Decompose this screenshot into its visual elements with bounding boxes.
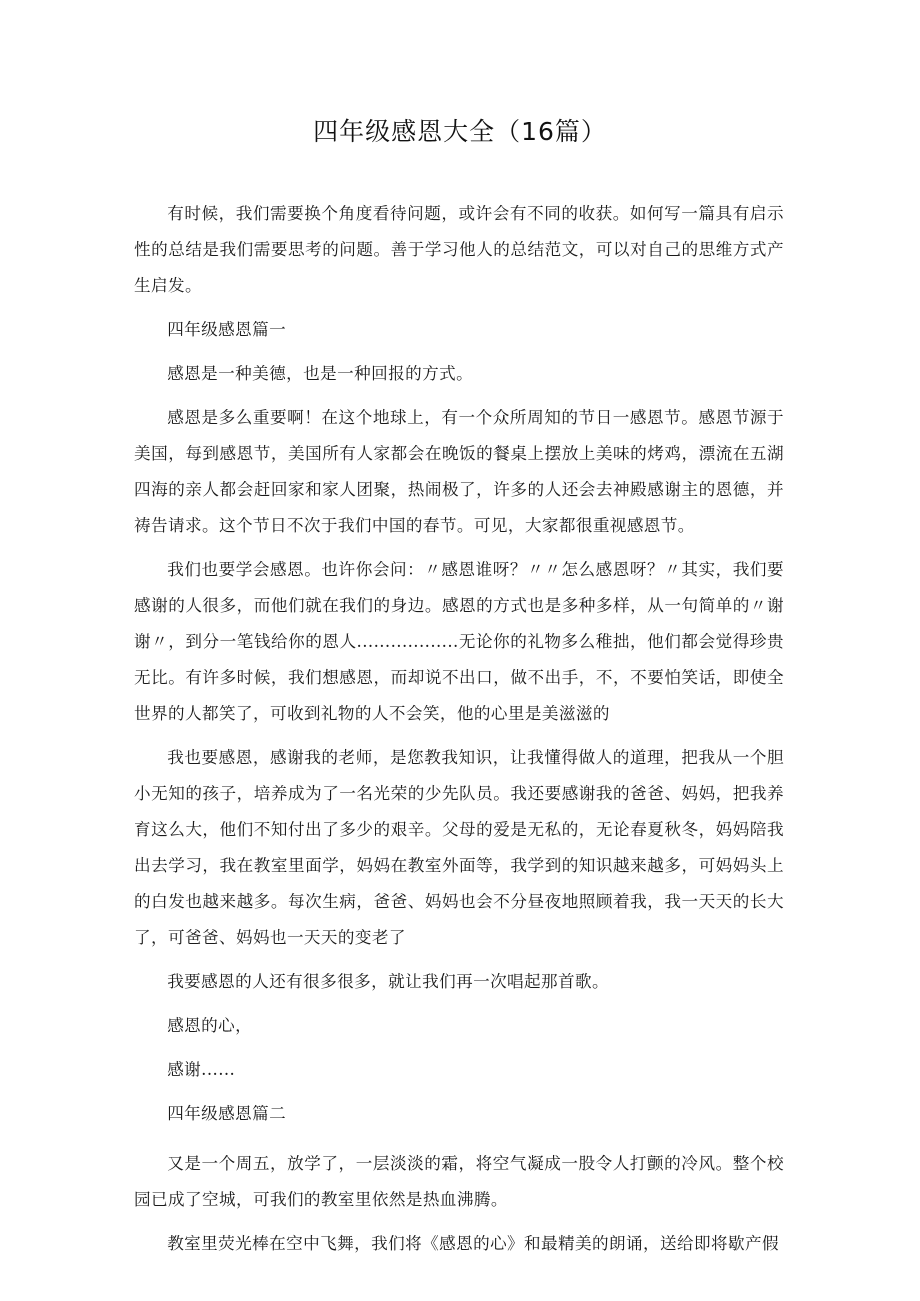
paragraph: 感谢...... [167, 1060, 236, 1079]
section-heading-1: 四年级感恩篇一 [167, 320, 287, 339]
paragraph: 我们也要学会感恩。也许你会问：〃感恩谁呀？〃〃怎么感恩呀？〃其实，我们要感谢的人很多，而他们就在我们的身边。感恩的方式也是多种多样，从一句简单的〃谢谢〃，到分一笔钱给你的恩人..................无论你的礼物多么稚拙，他们都会觉得珍贵无比。有许多时候，我们想感恩，而却说不出口，做不出手，不，不要怕笑话，即使全世界的人都笑了，可收到礼物的人不会笑，他的心里是美滋滋的 [134, 560, 784, 723]
paragraph: 感恩是一种美德，也是一种回报的方式。 [167, 364, 474, 383]
paragraph: 我要感恩的人还有很多很多，就让我们再一次唱起那首歌。 [167, 972, 610, 991]
paragraph: 又是一个周五，放学了，一层淡淡的霜，将空气凝成一股令人打颤的冷风。整个校园已成了空城，可我们的教室里依然是热血沸腾。 [134, 1154, 784, 1209]
document-title: 四年级感恩大全（16篇） [313, 117, 607, 146]
paragraph: 感恩的心， [167, 1016, 253, 1035]
paragraph: 教室里荧光棒在空中飞舞，我们将《感恩的心》和最精美的朗诵，送给即将歇产假 [167, 1234, 779, 1253]
section-heading-2: 四年级感恩篇二 [167, 1104, 287, 1123]
paragraph: 我也要感恩，感谢我的老师，是您教我知识，让我懂得做人的道理，把我从一个胆小无知的孩子，培养成为了一名光荣的少先队员。我还要感谢我的爸爸、妈妈，把我养育这么大，他们不知付出了多少的艰辛。父母的爱是无私的，无论春夏秋冬，妈妈陪我出去学习，我在教室里面学，妈妈在教室外面等，我学到的知识越来越多，可妈妈头上的白发也越来越多。每次生病，爸爸、妈妈也会不分昼夜地照顾着我，我一天天的长大了，可爸爸、妈妈也一天天的变老了 [134, 748, 784, 947]
paragraph: 感恩是多么重要啊！在这个地球上，有一个众所周知的节日一感恩节。感恩节源于美国，每到感恩节，美国所有人家都会在晚饭的餐桌上摆放上美味的烤鸡，漂流在五湖四海的亲人都会赶回家和家人团聚，热闹极了，许多的人还会去神殿感谢主的恩德，并祷告请求。这个节日不次于我们中国的春节。可见，大家都很重视感恩节。 [134, 408, 784, 535]
document-body [134, 196, 784, 1262]
intro-paragraph: 有时候，我们需要换个角度看待问题，或许会有不同的收获。如何写一篇具有启示性的总结是我们需要思考的问题。善于学习他人的总结范文，可以对自己的思维方式产生启发。 [134, 204, 784, 295]
